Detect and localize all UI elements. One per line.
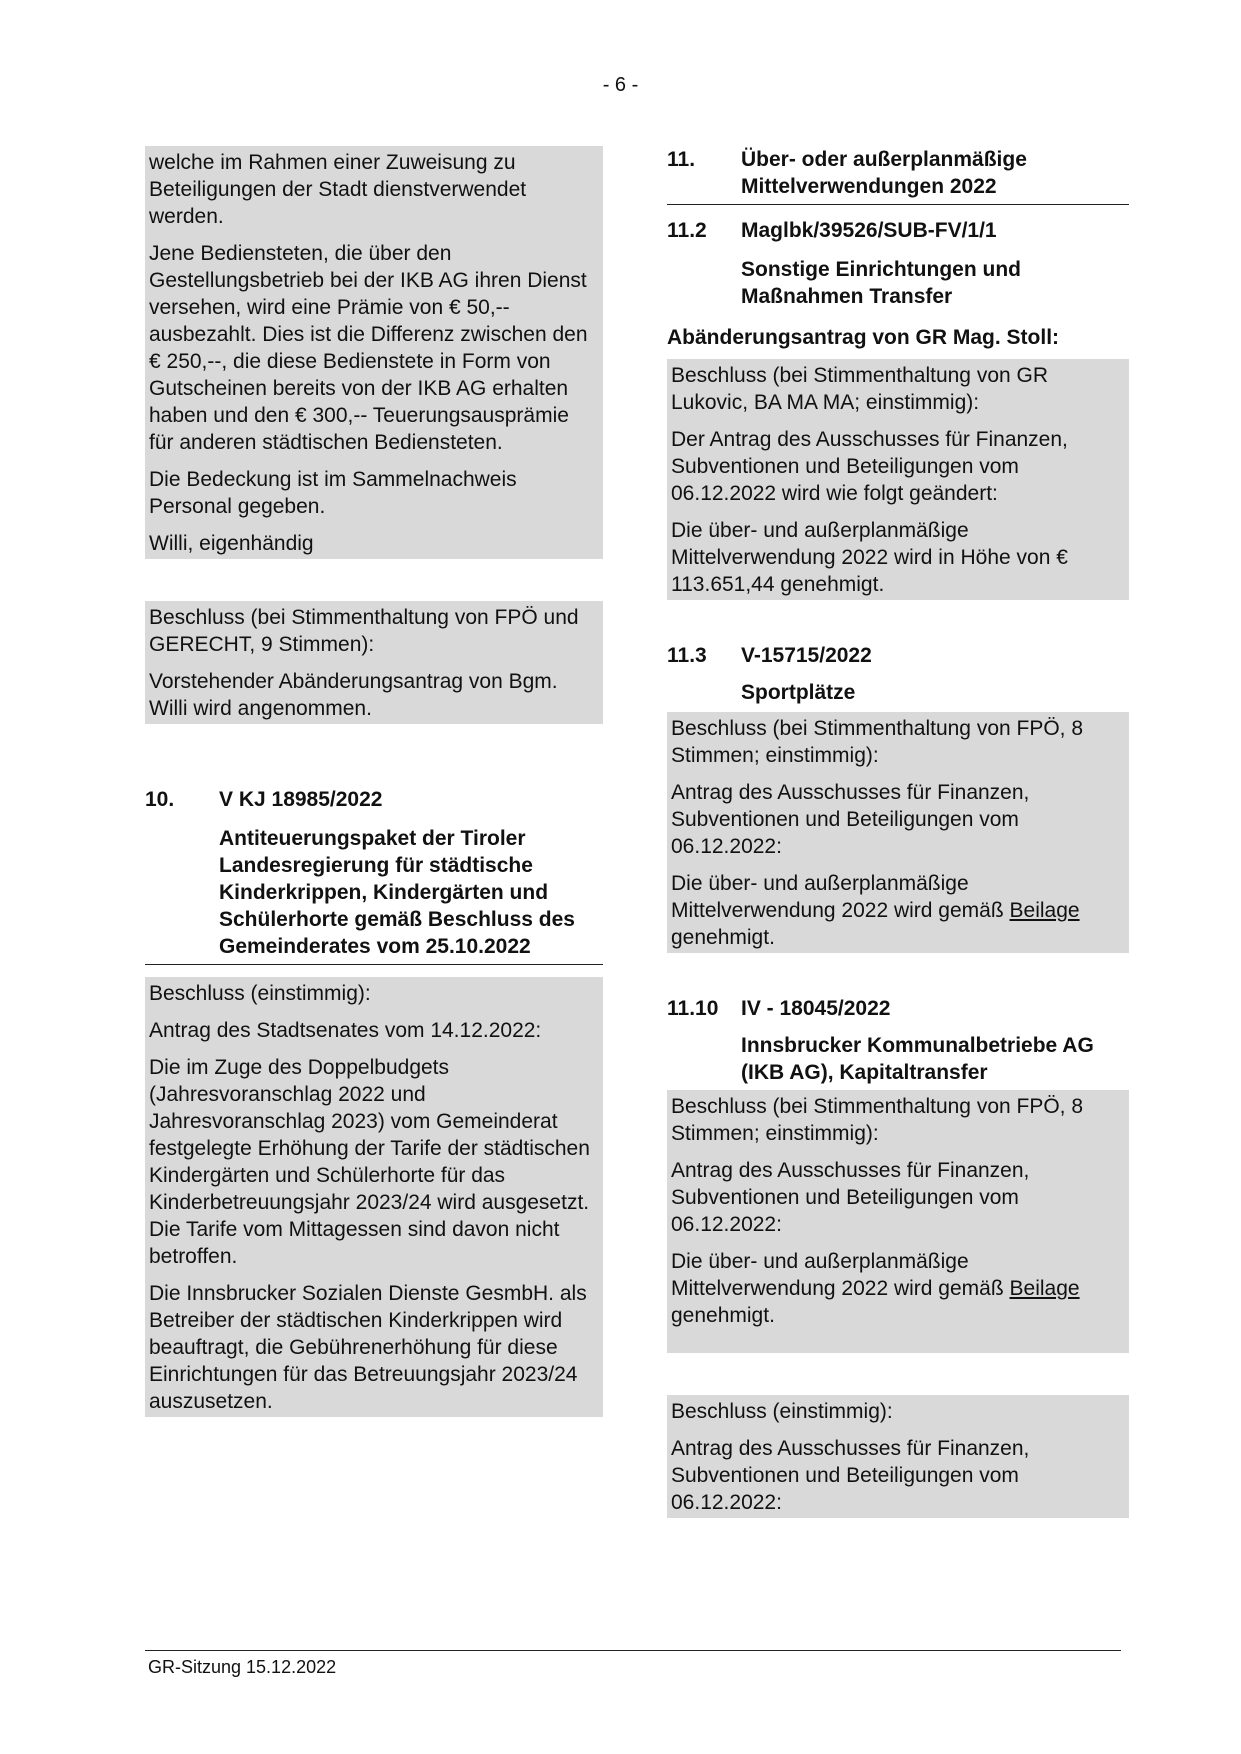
section-11-3-title: Sportplätze <box>741 681 856 704</box>
paragraph: Die Bedeckung ist im Sammelnachweis Personal gegeben. <box>149 468 517 518</box>
section-number: 10. <box>145 788 175 811</box>
section-11-10-heading <box>667 995 1129 1022</box>
section-number: 11.3 <box>667 644 707 667</box>
paragraph: Die im Zuge des Doppelbudgets (Jahresvoranschlag 2022 und Jahresvoranschlag 2023) vom Gemeinderat festgelegte Erhöhung der Tarife der städtischen Kindergärten und Schülerhorte für das Kinderbetreuungsjahr 2023/24 wird ausgesetzt. Die Tarife vom Mittagessen sind davon nicht betroffen. <box>149 1056 590 1268</box>
section-11-heading <box>667 146 1129 205</box>
resolution-vote: Beschluss (einstimmig): <box>671 1400 893 1423</box>
section-11-10-title: Innsbrucker Kommunalbetriebe AG (IKB AG), Kapitaltransfer <box>741 1034 1094 1084</box>
left-column <box>145 146 603 1417</box>
section-11-10-resolution <box>667 1090 1129 1353</box>
paragraph: Die über- und außerplanmäßige Mittelverwendung 2022 wird gemäß Beilage genehmigt. <box>671 1250 1080 1327</box>
page-number: - 6 - <box>602 74 639 96</box>
section-title: Über- oder außerplanmäßige Mittelverwendungen 2022 <box>741 148 1027 198</box>
section-11-3-heading <box>667 642 1129 669</box>
resolution-vote: Beschluss (bei Stimmenthaltung von FPÖ und GERECHT, 9 Stimmen): <box>149 606 579 656</box>
resolution-text: Vorstehender Abänderungsantrag von Bgm. Willi wird angenommen. <box>149 670 558 720</box>
section-id: IV - 18045/2022 <box>741 997 891 1020</box>
paragraph: Antrag des Ausschusses für Finanzen, Subventionen und Beteiligungen vom 06.12.2022: <box>671 1437 1030 1514</box>
paragraph: welche im Rahmen einer Zuweisung zu Beteiligungen der Stadt dienstverwendet werden. <box>149 151 527 228</box>
paragraph: Der Antrag des Ausschusses für Finanzen, Subventionen und Beteiligungen vom 06.12.2022 wird wie folgt geändert: <box>671 428 1068 505</box>
section-id: Maglbk/39526/SUB-FV/1/1 <box>741 219 997 242</box>
section-10-heading <box>145 786 603 813</box>
attachment-link[interactable]: Beilage <box>1009 899 1080 922</box>
paragraph: Die über- und außerplanmäßige Mittelverwendung 2022 wird in Höhe von € 113.651,44 genehmigt. <box>671 519 1068 596</box>
right-column <box>667 146 1129 1518</box>
section-10-resolution <box>145 977 603 1417</box>
paragraph: Antrag des Ausschusses für Finanzen, Subventionen und Beteiligungen vom 06.12.2022: <box>671 1159 1030 1236</box>
paragraph: Die Innsbrucker Sozialen Dienste GesmbH. als Betreiber der städtischen Kinderkrippen wird beauftragt, die Gebührenerhöhung für diese Einrichtungen für das Betreuungsjahr 2023/24 auszusetzen. <box>149 1282 587 1413</box>
paragraph: Antrag des Ausschusses für Finanzen, Subventionen und Beteiligungen vom 06.12.2022: <box>671 781 1030 858</box>
footer-text: GR-Sitzung 15.12.2022 <box>148 1657 337 1677</box>
section-11-2-heading <box>667 217 1129 244</box>
section-11-2-resolution <box>667 359 1129 600</box>
resolution-vote: Beschluss (bei Stimmenthaltung von FPÖ, 8 Stimmen; einstimmig): <box>671 717 1084 767</box>
resolution-vote: Beschluss (bei Stimmenthaltung von FPÖ, 8 Stimmen; einstimmig): <box>671 1095 1084 1145</box>
resolution-block <box>145 601 603 724</box>
section-number: 11.2 <box>667 219 707 242</box>
section-10-title: Antiteuerungspaket der Tiroler Landesregierung für städtische Kinderkrippen, Kindergärten und Schülerhorte gemäß Beschluss des Gemeinderates vom 25.10.2022 <box>145 825 603 965</box>
section-11-2-title: Sonstige Einrichtungen und Maßnahmen Transfer <box>741 258 1021 308</box>
attachment-link[interactable]: Beilage <box>1009 1277 1080 1300</box>
section-number: 11.10 <box>667 997 719 1020</box>
personnel-amendment-text <box>145 146 603 559</box>
section-id: V KJ 18985/2022 <box>219 788 383 811</box>
final-resolution-block <box>667 1395 1129 1518</box>
amendment-heading: Abänderungsantrag von GR Mag. Stoll: <box>667 326 1060 349</box>
motion-line: Antrag des Stadtsenates vom 14.12.2022: <box>149 1019 542 1042</box>
footer-divider <box>145 1650 1121 1651</box>
section-number: 11. <box>667 148 696 171</box>
resolution-vote: Beschluss (bei Stimmenthaltung von GR Lukovic, BA MA MA; einstimmig): <box>671 364 1049 414</box>
paragraph: Die über- und außerplanmäßige Mittelverwendung 2022 wird gemäß Beilage genehmigt. <box>671 872 1080 949</box>
signature-line: Willi, eigenhändig <box>149 532 314 555</box>
paragraph: Jene Bediensteten, die über den Gestellungsbetrieb bei der IKB AG ihren Dienst versehen, wird eine Prämie von € 50,-- ausbezahlt. Dies ist die Differenz zwischen den € 250,--, die diese Bedienstete in Form von Gutscheinen bereits von der IKB AG erhalten haben und den € 300,-- Teuerungsausprämie für anderen städtischen Bediensteten. <box>149 242 588 454</box>
resolution-vote: Beschluss (einstimmig): <box>149 982 371 1005</box>
section-id: V-15715/2022 <box>741 644 872 667</box>
section-11-3-resolution <box>667 712 1129 953</box>
